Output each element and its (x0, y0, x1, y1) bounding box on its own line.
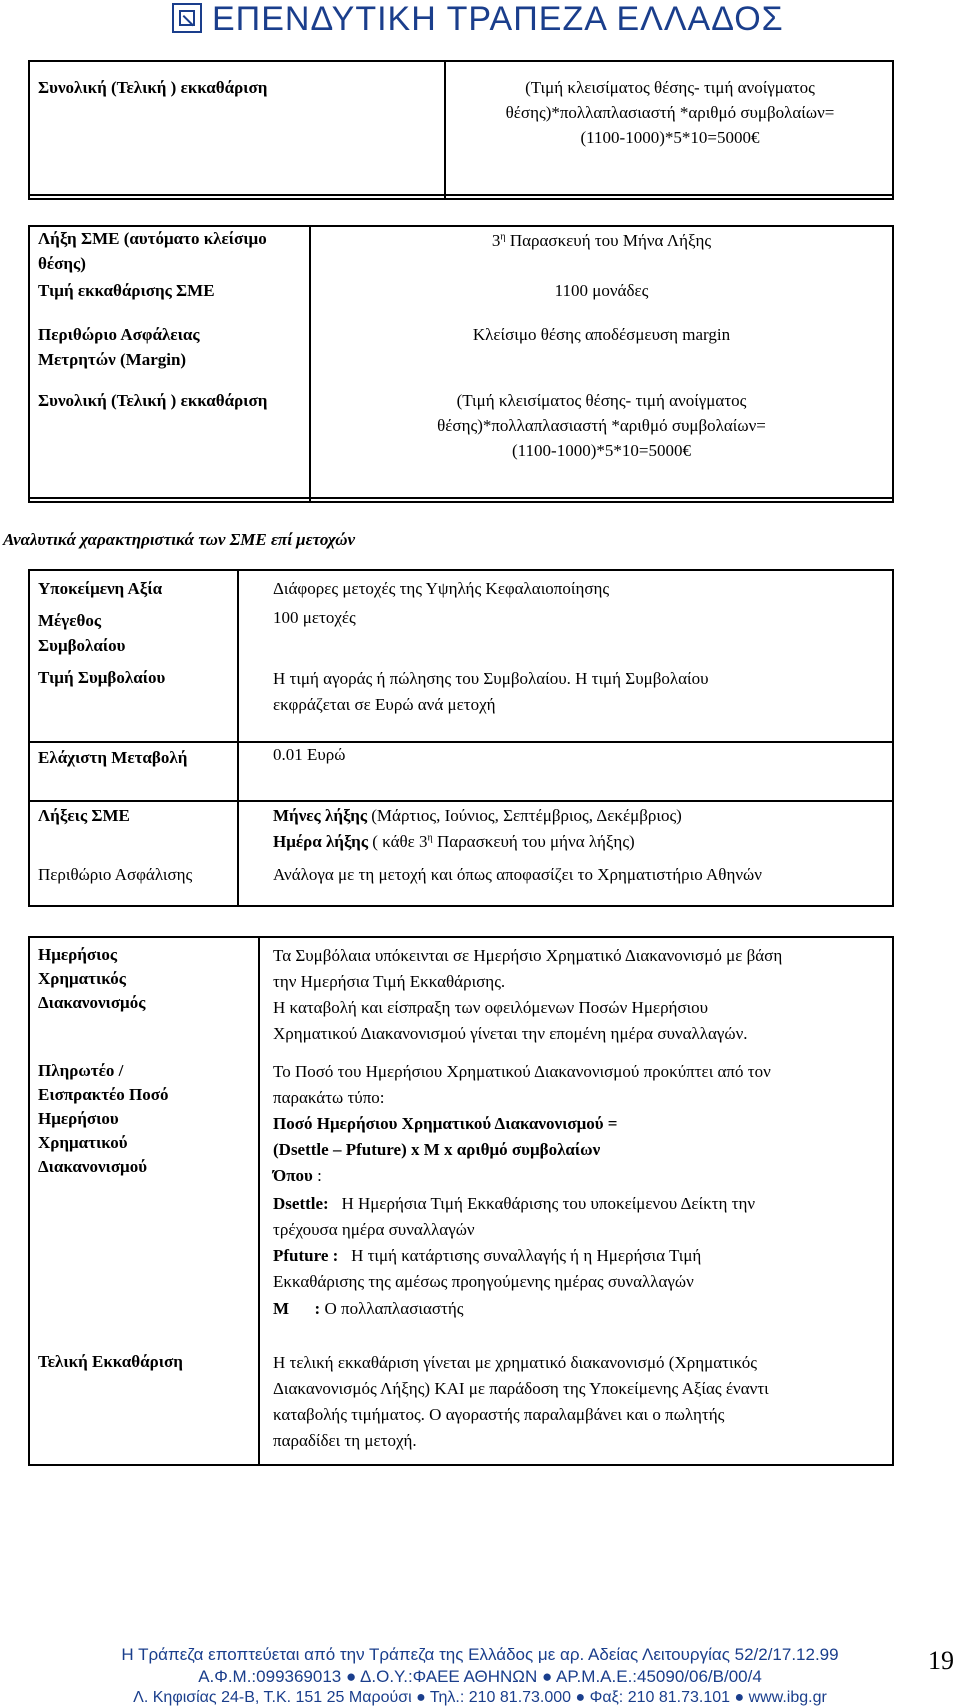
final-settlement-text-2: Διακανονισμός Λήξης) ΚΑΙ με παράδοση της Υποκείμενης Αξίας έναντι (273, 1379, 769, 1398)
expiry-months: Μήνες λήξης (Μάρτιος, Ιούνιος, Σεπτέμβριος, Δεκέμβριος) (273, 806, 682, 825)
daily-settlement-value-1: Τα Συμβόλαια υπόκεινται σε Ημερήσιο Χρηματικό Διακανονισμό με βάση (273, 946, 783, 965)
amount-label-2: Εισπρακτέο Ποσό (38, 1085, 169, 1104)
total-settlement-label: Συνολική (Τελική ) εκκαθάριση (38, 391, 268, 410)
footer-line-2: Α.Φ.Μ.:099369013 ● Δ.Ο.Υ.:ΦΑΕΕ ΑΘΗΝΩΝ ● ΑΡ.Μ.Α.Ε.:45090/06/Β/00/4 (198, 1667, 762, 1686)
dsettle-line-2: τρέχουσα ημέρα συναλλαγών (273, 1220, 475, 1239)
bank-name: ΕΠΕΝΔΥΤΙΚΗ ΤΡΑΠΕΖΑ ΕΛΛΑΔΟΣ (212, 0, 784, 38)
total-settlement-value-3: (1100-1000)*5*10=5000€ (512, 441, 691, 460)
footer-line-3: Λ. Κηφισίας 24-Β, Τ.Κ. 151 25 Μαρούσι ● Τηλ.: 210 81.73.000 ● Φαξ: 210 81.73.101 ● www.ibg.gr (133, 1689, 827, 1706)
amount-label-5: Διακανονισμού (38, 1157, 148, 1176)
expiry-label: Λήξη ΣΜΕ (αυτόματο κλείσιμο θέσης) (38, 229, 267, 273)
daily-settlement-label-2: Χρηματικός (38, 969, 126, 988)
multiplier-line: M : Ο πολλαπλασιαστής (273, 1299, 464, 1318)
total-settlement-value-1: (Τιμή κλεισίματος θέσης- τιμή ανοίγματος (456, 391, 747, 410)
daily-settlement-label-1: Ημερήσιος (38, 945, 118, 964)
underlying-label: Υποκείμενη Αξία (38, 579, 163, 598)
daily-settlement-value-2: την Ημερήσια Τιμή Εκκαθάρισης. (273, 972, 506, 991)
final-settlement-label-2: Τελική Εκκαθάριση (38, 1352, 183, 1371)
formula-line-2: (Dsettle – Pfuture) x M x αριθμό συμβολαίων (273, 1140, 601, 1159)
amount-value-2: παρακάτω τύπο: (273, 1088, 385, 1107)
final-settlement-label: Συνολική (Τελική ) εκκαθάριση (38, 78, 268, 97)
settle-price-label: Τιμή εκκαθάρισης ΣΜΕ (38, 281, 215, 300)
section-title: Αναλυτικά χαρακτηριστικά των ΣΜΕ επί μετοχών (3, 530, 356, 549)
contract-size-label-1: Μέγεθος (38, 611, 102, 630)
page-header (0, 0, 960, 40)
margin-value: Κλείσιμο θέσης αποδέσμευση margin (472, 325, 731, 344)
final-settlement-value-3: (1100-1000)*5*10=5000€ (580, 128, 760, 147)
final-settlement-text-4: παραδίδει τη μετοχή. (273, 1431, 417, 1450)
pfuture-line-2: Εκκαθάρισης της αμέσως προηγούμενης ημέρας συναλλαγών (273, 1272, 694, 1291)
final-settlement-value-1: (Τιμή κλεισίματος θέσης- τιμή ανοίγματος (525, 78, 815, 97)
margin-requirement-label: Περιθώριο Ασφάλισης (38, 865, 193, 884)
tick-size-value: 0.01 Ευρώ (273, 745, 346, 764)
amount-label-1: Πληρωτέο / (38, 1061, 124, 1080)
margin-label: Περιθώριο Ασφάλειας Μετρητών (Margin) (38, 325, 200, 369)
contract-price-value-1: Η τιμή αγοράς ή πώλησης του Συμβολαίου. Η τιμή Συμβολαίου (273, 669, 709, 688)
page-number: 19 (928, 1646, 954, 1675)
contract-size-label-2: Συμβολαίου (38, 636, 126, 655)
expiries-label: Λήξεις ΣΜΕ (38, 806, 130, 825)
formula-line-1: Ποσό Ημερήσιου Χρηματικού Διακανονισμού = (273, 1114, 618, 1133)
daily-settlement-value-4: Χρηματικού Διακανονισμού γίνεται την επομένη ημέρα συναλλαγών. (273, 1024, 748, 1043)
margin-requirement-value: Ανάλογα με τη μετοχή και όπως αποφασίζει το Χρηματιστήριο Αθηνών (273, 865, 762, 884)
footer-line-1: Η Τράπεζα εποπτεύεται από την Τράπεζα της Ελλάδος με αρ. Αδείας Λειτουργίας 52/2/17.12.99 (121, 1645, 839, 1664)
total-settlement-value-2: θέσης)*πολλαπλασιαστή *αριθμό συμβολαίων= (437, 416, 766, 435)
contract-price-label: Τιμή Συμβολαίου (38, 668, 166, 687)
where-line: Όπου : (273, 1166, 322, 1185)
tick-size-label: Ελάχιστη Μεταβολή (38, 748, 188, 767)
final-settlement-value-2: θέσης)*πολλαπλασιαστή *αριθμό συμβολαίων= (505, 103, 835, 122)
amount-label-3: Ημερήσιου (38, 1109, 119, 1128)
pfuture-line-1: Pfuture : Η τιμή κατάρτισης συναλλαγής ή η Ημερήσια Τιμή (273, 1246, 702, 1265)
final-settlement-text-3: καταβολής τιμήματος. Ο αγοραστής παραλαμβάνει και ο πωλητής (273, 1405, 725, 1424)
bank-logo-icon (172, 3, 202, 33)
settle-price-value: 1100 μονάδες (554, 281, 649, 300)
expiry-value: $3^\eta$ Παρασκευή του Μήνα Λήξης (491, 231, 712, 250)
daily-settlement-value-3: Η καταβολή και είσπραξη των οφειλόμενων Ποσών Ημερήσιου (273, 998, 709, 1017)
contract-size-value: 100 μετοχές (273, 608, 356, 627)
expiry-day: Ημέρα λήξης ( κάθε $3^\eta$ Παρασκευή του μήνα λήξης) (273, 832, 635, 851)
amount-value-1: Το Ποσό του Ημερήσιου Χρηματικού Διακανονισμού προκύπτει από τον (273, 1062, 771, 1081)
final-settlement-text-1: Η τελική εκκαθάριση γίνεται με χρηματικό διακανονισμό (Χρηματικός (273, 1353, 757, 1372)
daily-settlement-label-3: Διακανονισμός (38, 993, 146, 1012)
underlying-value: Διάφορες μετοχές της Υψηλής Κεφαλαιοποίησης (273, 579, 610, 598)
amount-label-4: Χρηματικού (38, 1133, 128, 1152)
dsettle-line-1: Dsettle: Η Ημερήσια Τιμή Εκκαθάρισης του υποκείμενου Δείκτη την (273, 1194, 756, 1213)
contract-price-value-2: εκφράζεται σε Ευρώ ανά μετοχή (273, 695, 496, 714)
